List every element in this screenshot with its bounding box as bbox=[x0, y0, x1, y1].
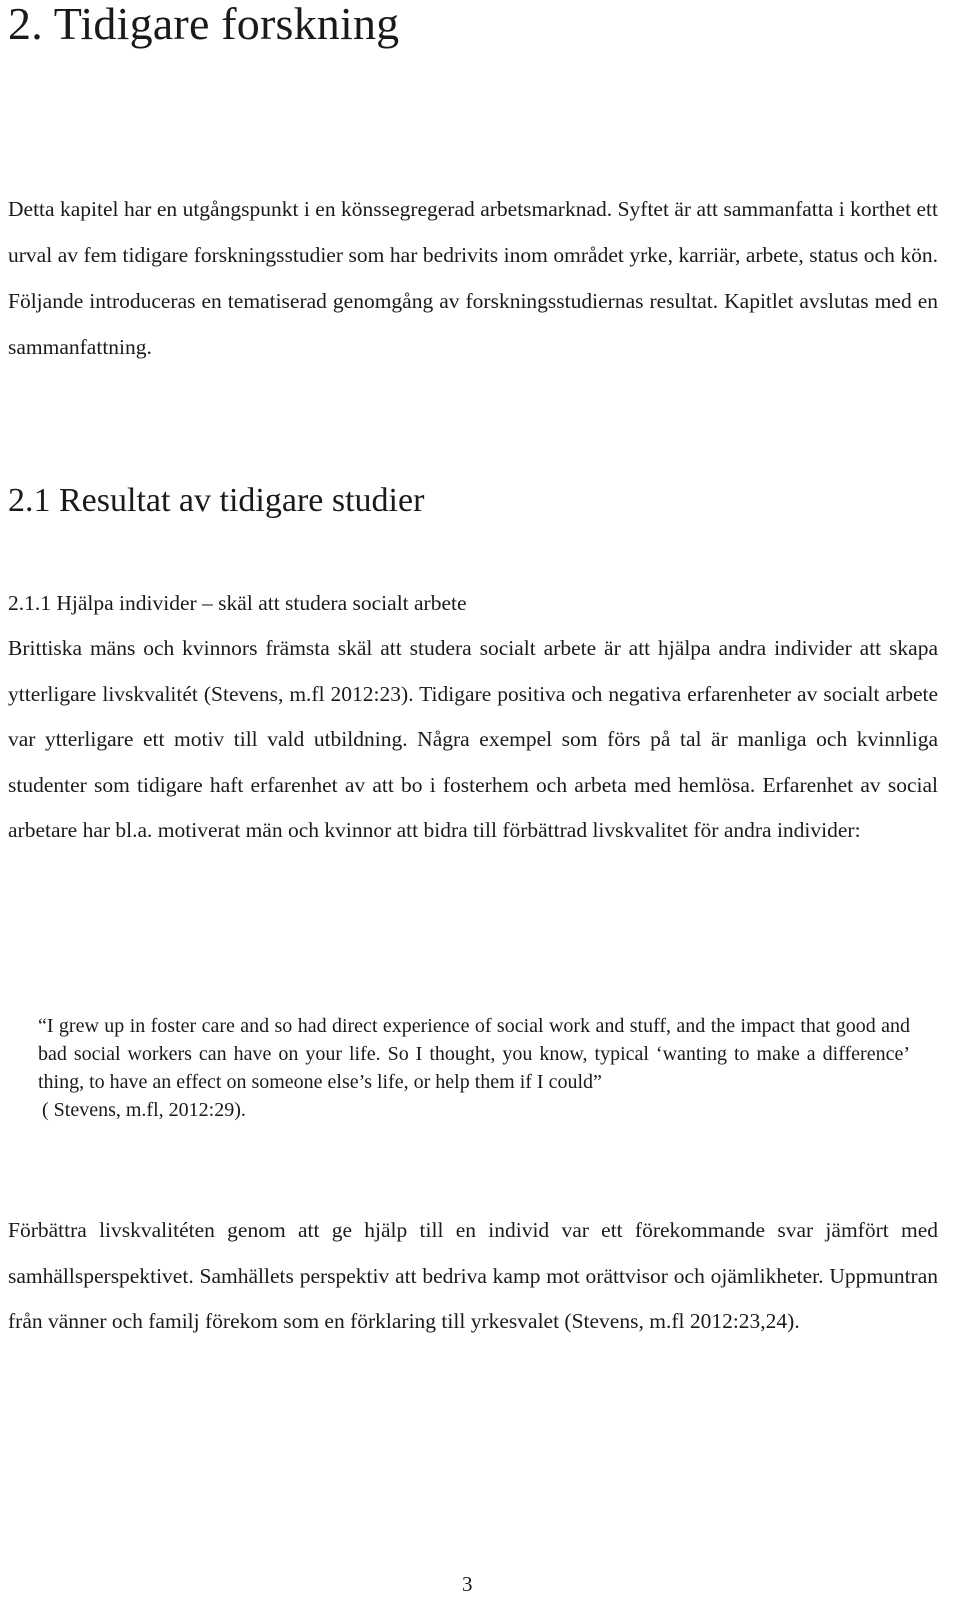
block-quote bbox=[38, 1012, 910, 1124]
body-paragraph-1: Brittiska mäns och kvinnors främsta skäl att studera socialt arbete är att hjälpa andra individer att skapa ytterligare livskvalitét (Stevens, m.fl 2012:23). Tidigare positiva och negativa erfarenheter av socialt arbete var ytterligare ett motiv till vald utbildning. Några exempel som förs på tal är manliga och kvinnliga studenter som tidigare haft erfarenhet av att bo i fosterhem och arbeta med hemlösa. Erfarenhet av social arbetare har bl.a. motiverat män och kvinnor att bidra till förbättrad livskvalitet för andra individer: bbox=[8, 636, 938, 842]
quote-text: “I grew up in foster care and so had direct experience of social work and stuff, and the impact that good and bad social workers can have on your life. So I thought, you know, typical ‘wanting to make a difference’ thing, to have an effect on someone else’s life, or help them if I could” bbox=[38, 1015, 910, 1093]
page-number: 3 bbox=[462, 1572, 473, 1596]
subsection-title: 2.1.1 Hjälpa individer – skäl att studera socialt arbete bbox=[8, 591, 467, 615]
chapter-title: 2. Tidigare forskning bbox=[8, 0, 400, 49]
section-title: 2.1 Resultat av tidigare studier bbox=[8, 482, 425, 519]
intro-paragraph: Detta kapitel har en utgångspunkt i en könssegregerad arbetsmarknad. Syftet är att sammanfatta i korthet ett urval av fem tidigare forskningsstudier som har bedrivits inom området yrke, karriär, arbete, status och kön. Följande introduceras en tematiserad genomgång av forskningsstudiernas resultat. Kapitlet avslutas med en sammanfattning. bbox=[8, 197, 938, 359]
quote-citation: ( Stevens, m.fl, 2012:29). bbox=[42, 1099, 246, 1121]
body-paragraph-2: Förbättra livskvalitéten genom att ge hjälp till en individ var ett förekommande svar jämfört med samhällsperspektivet. Samhällets perspektiv att bedriva kamp mot orättvisor och ojämlikheter. Uppmuntran från vänner och familj förekom som en förklaring till yrkesvalet (Stevens, m.fl 2012:23,24). bbox=[8, 1218, 938, 1333]
